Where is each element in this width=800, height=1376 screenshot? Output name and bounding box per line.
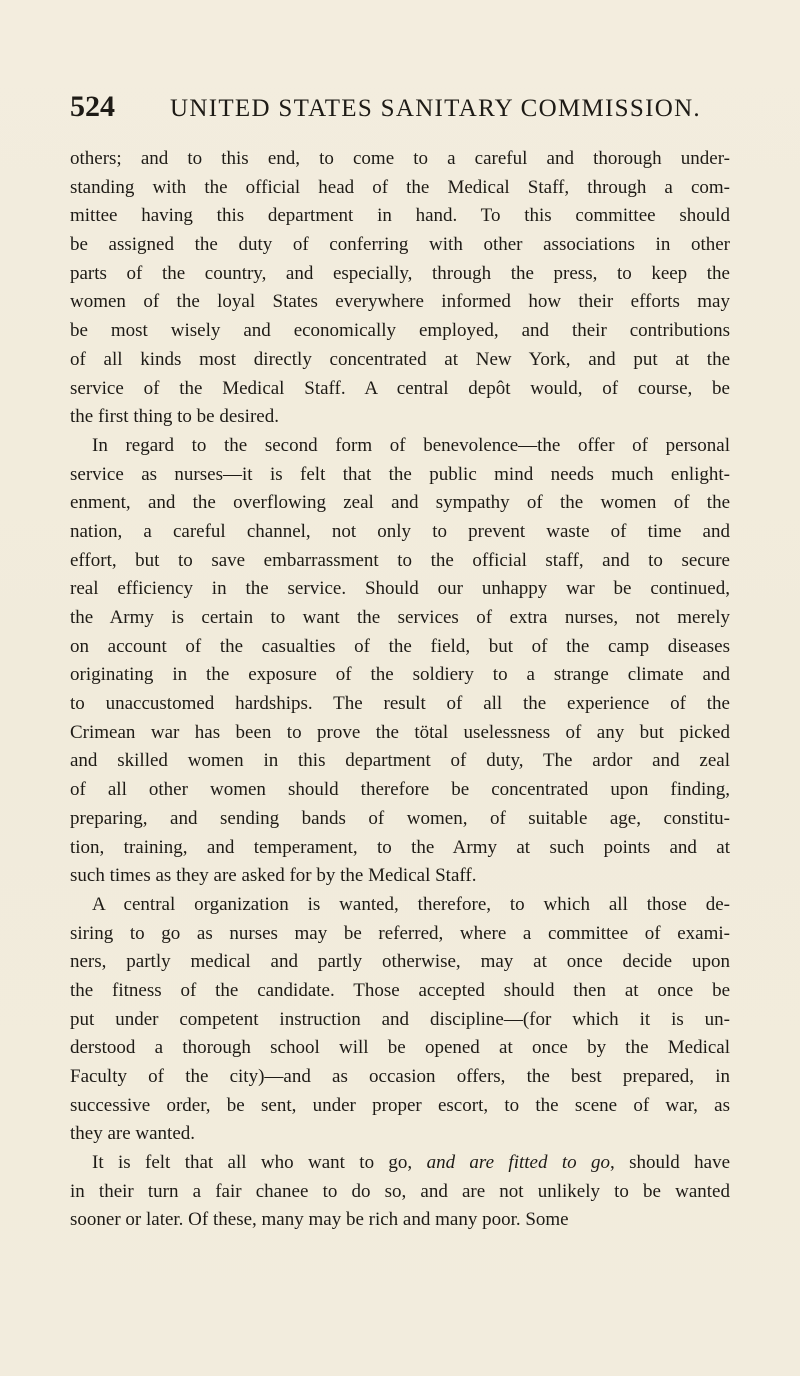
text-line: the first thing to be desired. [70,406,279,428]
text-line: Faculty of the city)—and as occasion offers, the best prepared, in [70,1066,730,1087]
text-line: originating in the exposure of the soldiery to a strange climate and [70,664,730,686]
text-run: It is felt that all who want to go, [92,1152,427,1174]
text-line: such times as they are asked for by the Medical Staff. [70,865,477,887]
text-line: be most wisely and economically employed, and their contributions [70,320,730,342]
text-line: they are wanted. [70,1123,196,1145]
text-line: mittee having this department in hand. To this committee should [70,205,730,227]
text-line: standing with the official head of the Medical Staff, through a com- [70,176,730,198]
text-line: of all kinds most directly concentrated at New York, and put at the [70,348,730,370]
text-line: tion, training, and temperament, to the Army at such points and at [70,836,730,858]
text-line: successive order, be sent, under proper escort, to the scene of war, as [70,1094,730,1116]
text-line: service as nurses—it is felt that the public mind needs much enlight- [70,463,730,485]
body-text [70,145,730,1235]
text-run: , should have [609,1152,731,1174]
text-line: derstood a thorough school will be opened at once by the Medical [70,1037,730,1059]
text-line: put under competent instruction and discipline—(for which it is un- [70,1008,730,1030]
text-line: siring to go as nurses may be referred, where a committee of exami- [70,922,730,944]
text-line: sooner or later. Of these, many may be rich and many poor. Some [70,1209,569,1231]
running-head [70,92,730,128]
text-line: Crimean war has been to prove the tötal uselessness of any but picked [70,721,730,743]
paragraph-start [70,1149,730,1178]
text-line: preparing, and sending bands of women, of suitable age, constitu- [70,807,730,829]
running-title: UNITED STATES SANITARY COMMISSION. [170,95,701,122]
text-line: service of the Medical Staff. A central depôt would, of course, be [70,377,730,399]
text-line: parts of the country, and especially, through the press, to keep the [70,262,730,284]
text-line: ners, partly medical and partly otherwise, may at once decide upon [70,951,730,973]
text-line: nation, a careful channel, not only to prevent waste of time and [70,520,730,542]
text-line: enment, and the overflowing zeal and sympathy of the women of the [70,492,730,514]
italic-phrase: and are fitted to go [426,1152,610,1174]
text-line: be assigned the duty of conferring with other associations in other [70,234,730,256]
text-line: the Army is certain to want the services of extra nurses, not merely [70,607,730,628]
paragraph-start: In regard to the second form of benevolence—the offer of personal [92,434,730,456]
text-line: women of the loyal States everywhere informed how their efforts may [70,291,730,313]
text-line: the fitness of the candidate. Those accepted should then at once be [70,979,730,1001]
text-line: effort, but to save embarrassment to the official staff, and to secure [70,549,730,571]
text-line: and skilled women in this department of duty, The ardor and zeal [70,750,730,772]
text-line: real efficiency in the service. Should our unhappy war be continued, [70,578,730,600]
text-line: on account of the casualties of the field, but of the camp diseases [70,635,730,657]
text-line: to unaccustomed hardships. The result of all the experience of the [70,693,730,715]
page-number: 524 [70,90,115,123]
text-line: others; and to this end, to come to a careful and thorough under- [70,148,730,169]
paragraph-start: A central organization is wanted, therefore, to which all those de- [92,893,730,915]
text-line: in their turn a fair chanee to do so, and are not unlikely to be wanted [70,1180,730,1202]
text-line: of all other women should therefore be concentrated upon finding, [70,779,730,801]
